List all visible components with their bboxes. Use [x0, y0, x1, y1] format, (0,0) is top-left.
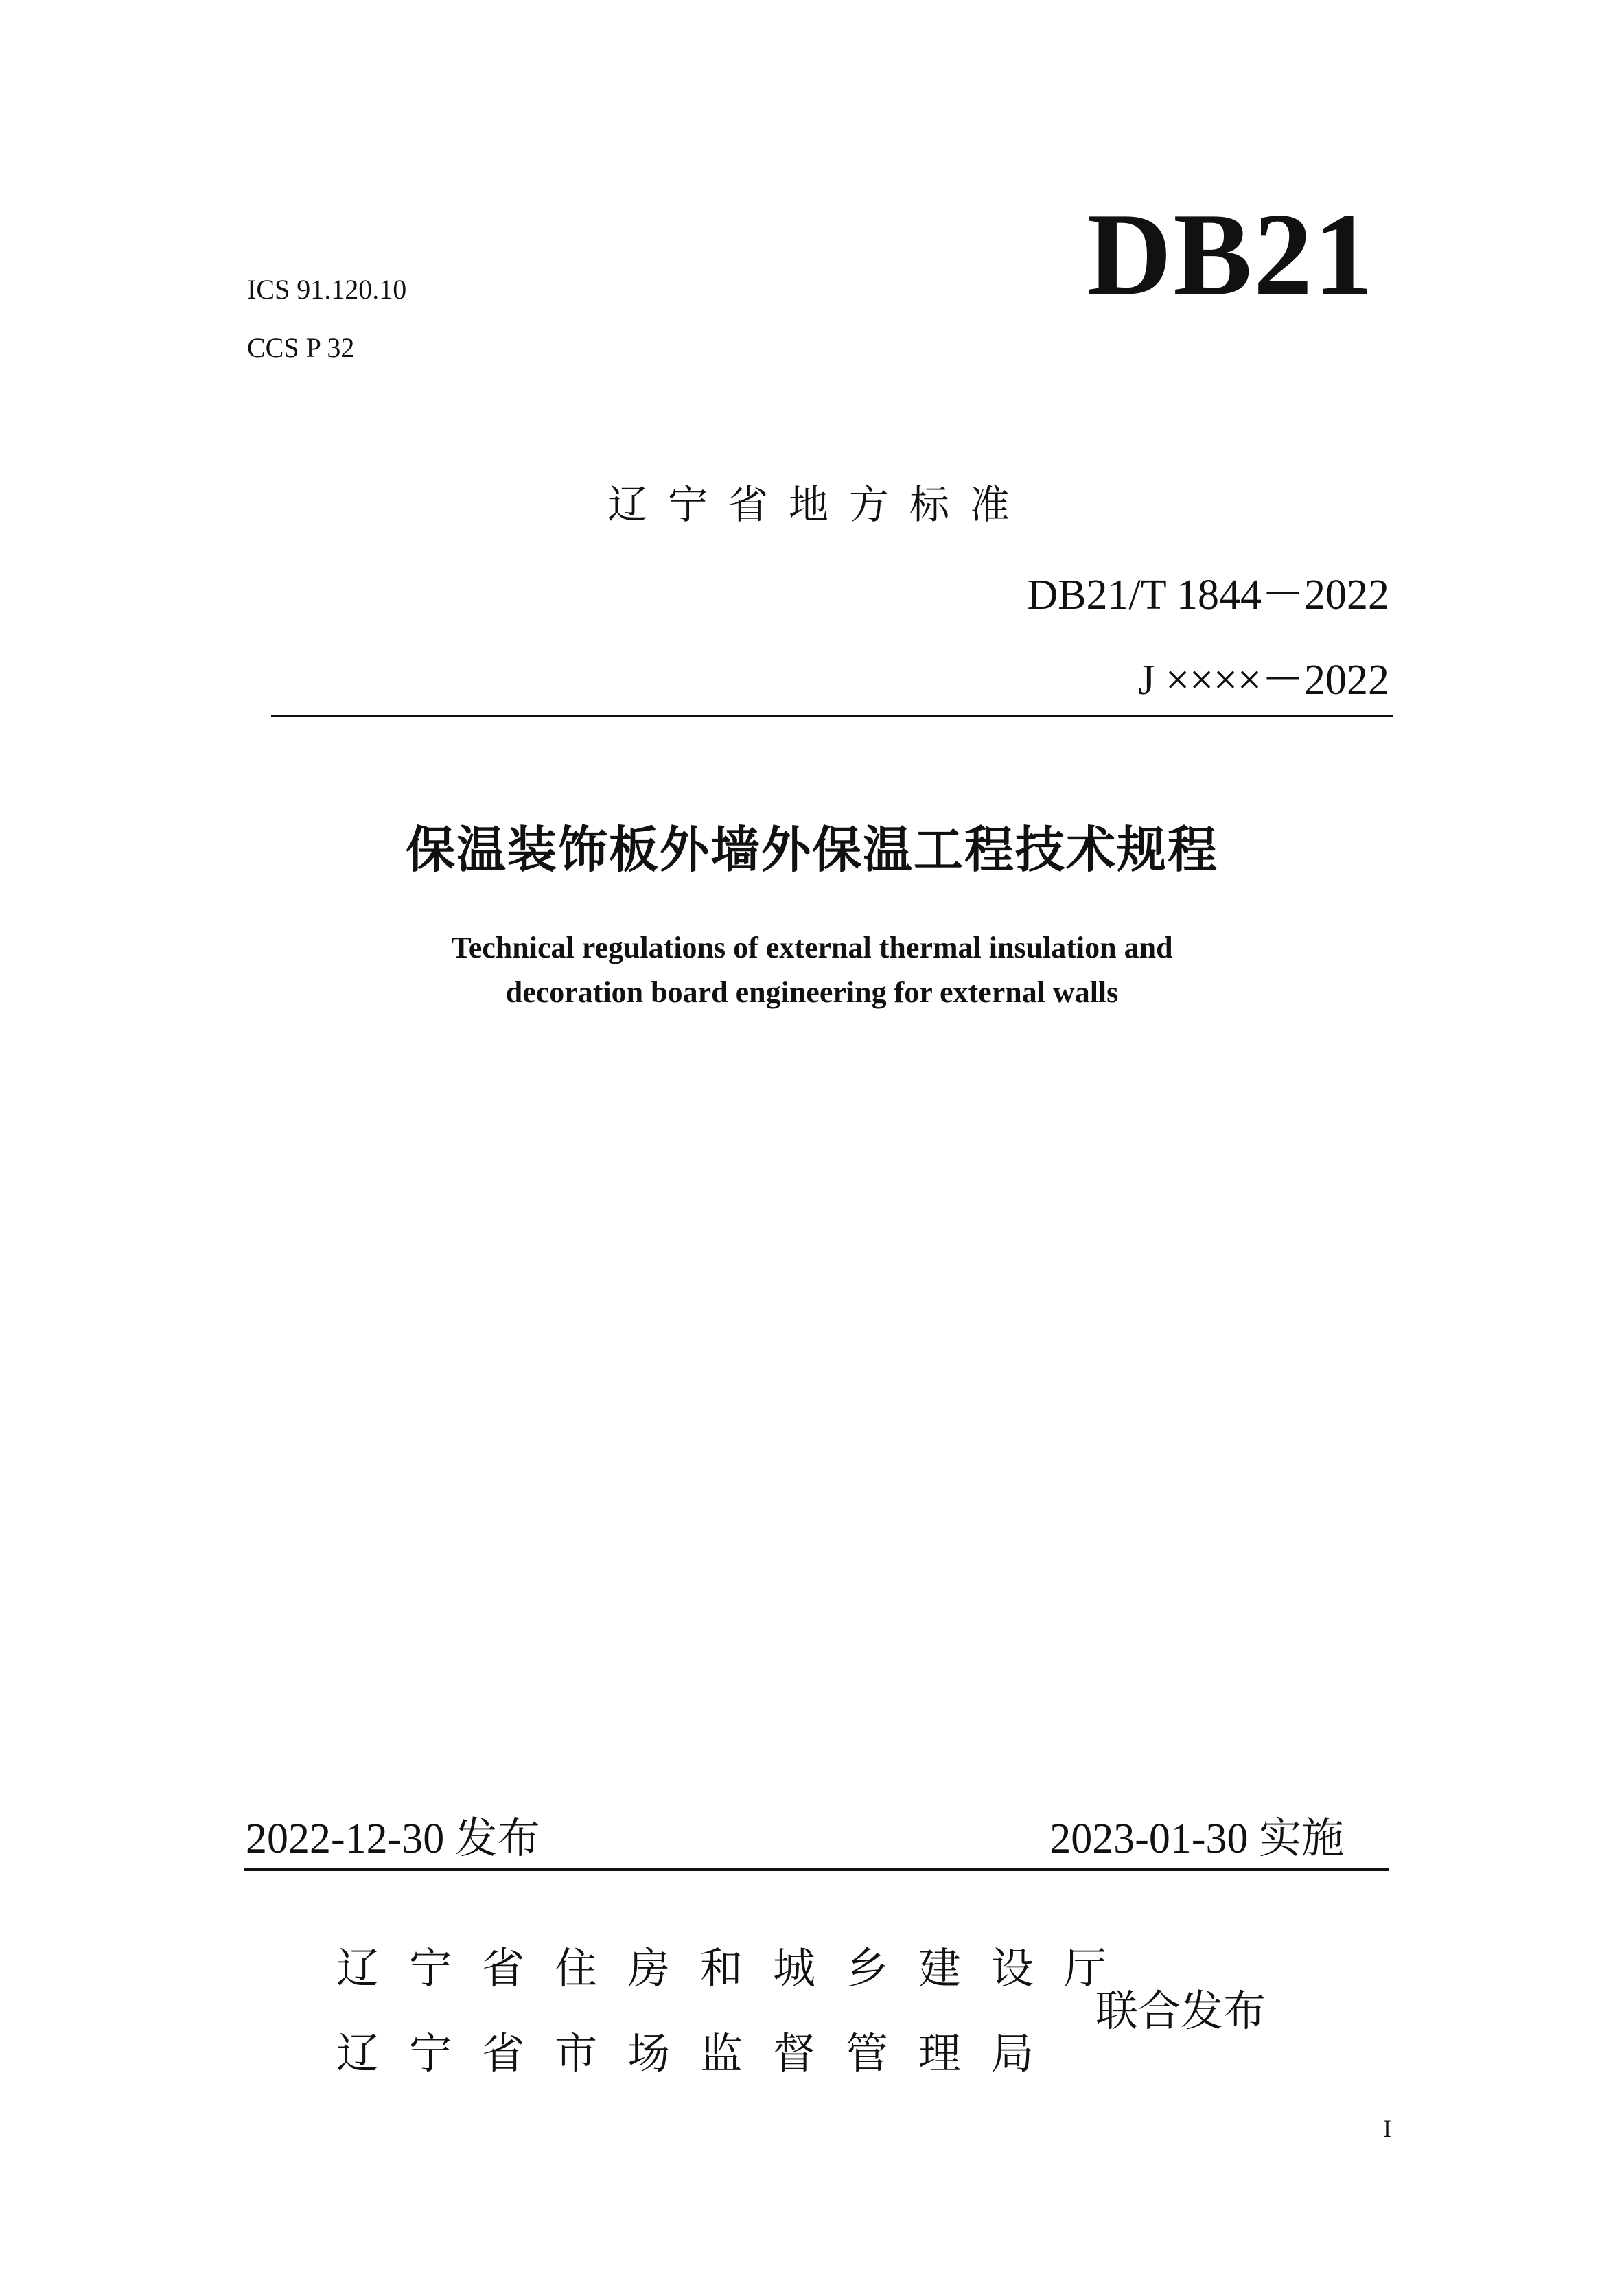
ics-code: ICS 91.120.10	[247, 274, 407, 305]
publish-date: 2022-12-30 发布	[246, 1816, 540, 1862]
issuer-housing-department: 辽宁省住房和城乡建设厅	[336, 1943, 1137, 1993]
implementation-date: 2023-01-30 实施	[1049, 1816, 1344, 1862]
db-logo: DB21	[1087, 189, 1374, 320]
title-english-line2: decoration board engineering for external walls	[505, 975, 1119, 1009]
joint-release-label: 联合发布	[1095, 1986, 1266, 2036]
page-mark: I	[1383, 2115, 1391, 2142]
top-divider	[271, 715, 1393, 717]
standard-type: 辽宁省地方标准	[607, 481, 1030, 528]
ccs-code: CCS P 32	[247, 332, 355, 363]
standard-number: DB21/T 1844－2022	[1027, 572, 1389, 618]
issuer-market-regulation: 辽宁省市场监督管理局	[336, 2028, 1065, 2078]
title-chinese: 保温装饰板外墙外保温工程技术规程	[405, 821, 1218, 879]
bottom-divider	[244, 1868, 1389, 1871]
title-english-line1: Technical regulations of external thermal insulation and	[451, 931, 1173, 964]
record-number: J ××××－2022	[1138, 657, 1389, 704]
